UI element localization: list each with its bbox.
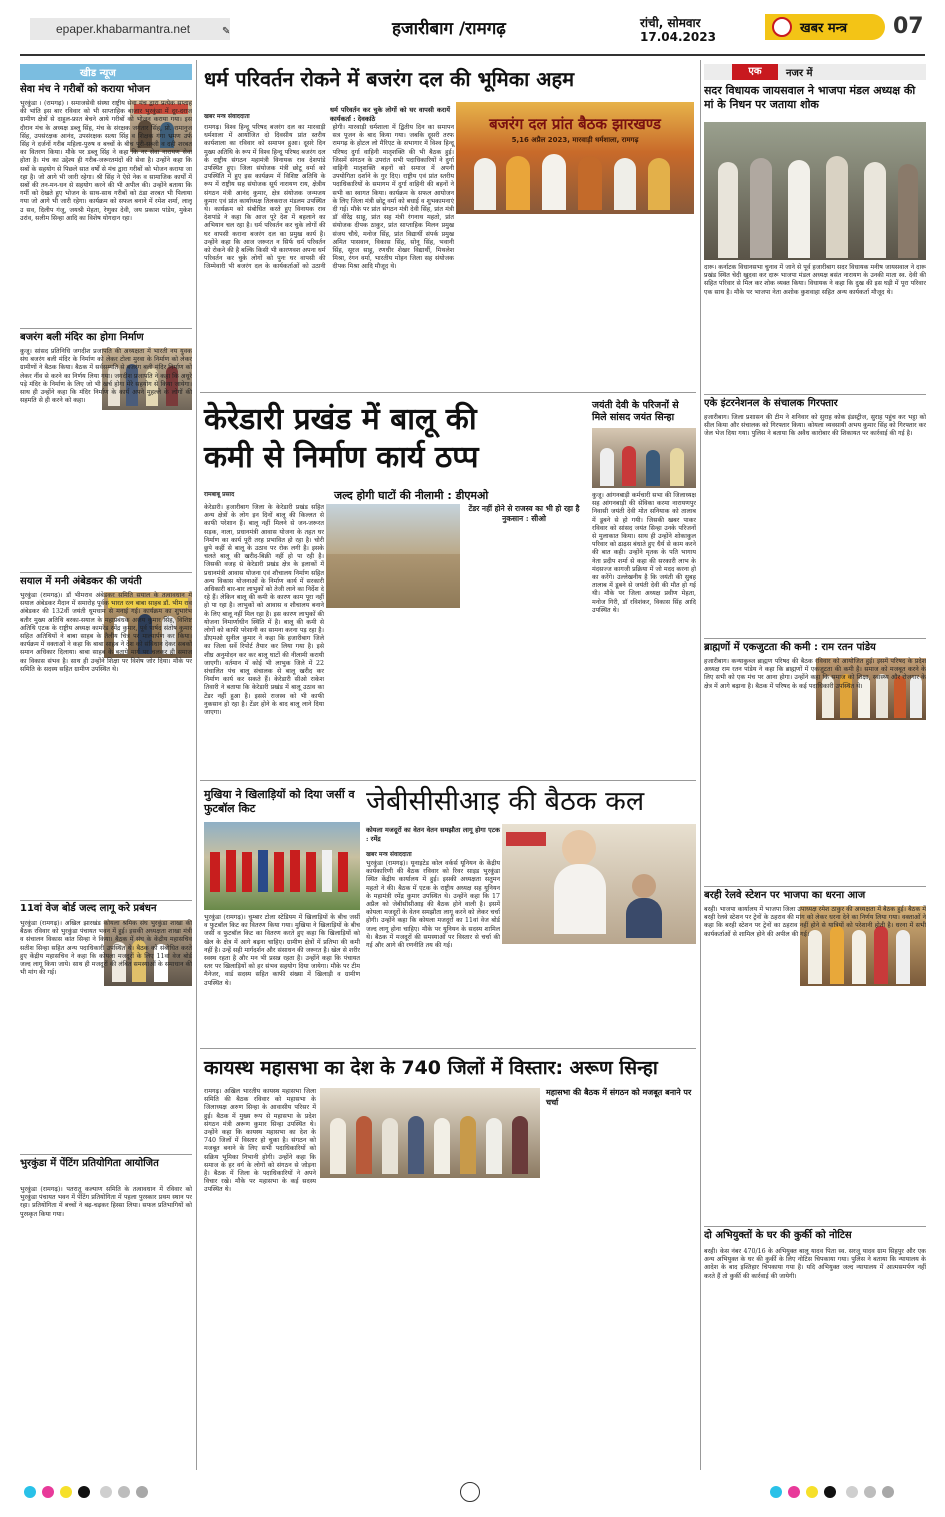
reg-dot-grey-3 bbox=[136, 1486, 148, 1498]
mukhiya-photo bbox=[204, 822, 360, 910]
story1-title: सेवा मंच ने गरीबों को कराया भोजन bbox=[20, 84, 150, 95]
story4-title: 11वां वेज बोर्ड जल्द लागू करे प्रबंधन bbox=[20, 903, 157, 914]
top-story-body: रामगढ़। विश्व हिन्दू परिषद बजरंग दल का मारवाड़ी धर्मशाला में आयोजित दो दिवसीय प्रांत स्तरीय कार्यशाला का रविवार को समापन हुआ। दूसरे दिन मुख्य अतिथि के रूप में विश्व हिन्दू परिषद बजरंग दल के राष्ट्रीय संगठन महामंत्री विनायक राव देशपांडे उपस्थित हुए। जिला संयोजक मंत्री छोटू वर्मा को उपस्थिति में हुए इस कार्यक्रम में विशिष्ट अतिथि के रूप में राष्ट्रीय सह संयोजक सूर्य नारायण राय, क्षेत्रीय संगठन मंत्री आनंद कुमार, क्षेत्र संयोजक जन्मजय कुमार एवं प्रांत कार्याध्यक्ष तिलकराज मंडलम उपस्थित थे। कार्यक्रम को संबोधित करते हुए विनायक राव देशपांडे ने कहा कि आज पूरे देश में बहलाने का अभियान चल रहा है। धर्म परिवर्तन कर चुके लोगों की घर वापसी कराना बजरंग दल का प्रमुख कार्य है। उन्होंने कहा कि आज जरूरत न सिर्फ धर्म परिवर्तन को रोकने की है बल्कि किसी भी कारणवश अपना धर्म परिवर्तन कर चुके लोगों को पुनः घर वापसी की जिम्मेवारी भी बजरंग दल के कार्यकर्ताओं को उठानी होगी। मारवाड़ी धर्मशाला में द्वितीय दिन का समापन सत्र पूजन के बाद किया गया। जबकि दूसरी तरफ रामगढ़ के होटल लो मैरिएट के सभागार में विश्व हिन्दू परिषद दुर्गा वाहिनी मातृशक्ति की भी बैठक हुई। जिसमें संगठन के उपरांत सभी पदाधिकारियों ने दुर्गा वाहिनी मातृशक्ति बहनों को समाज में अपनी उपयोगिता दर्शाने के गुर दिए। राष्ट्रीय एवं प्रांत स्तरीय पदाधिकारियों के समागम में दुर्गा वाहिनी की बहनों ने सभी का स्वागत किया। कार्यक्रम के सफल आयोजन के लिए जिला मंत्री छोटू वर्मा को बधाई व शुभकामनाएं दी गई। मौके पर प्रांत संगठन मंत्री देवी सिंह, प्रांत मंत्री डॉ वीरेंद्र साहू, प्रांत सह मंत्री रंगनाथ महतो, प्रांत संयोजक दीपक ठाकुर, प्रांत साप्ताहिक मिलन प्रमुख संजय चौधे, मनोज सिंह, प्रांत विद्यार्थी संपर्क प्रमुख अमित पासवान, विकास सिंह, सोनू सिंह, भवानी सिंह, सूरज साहू, रणधीर शेखर विद्यार्थी, मिथलेश मिश्रा, रंगन वर्मा, भारतीय मोहन जिला सह संयोजक दीपक मिश्रा आदि मौजूद थे। bbox=[204, 124, 454, 271]
right-rule-1 bbox=[704, 394, 926, 395]
reg-dot-cyan-r bbox=[770, 1486, 782, 1498]
reg-dot-magenta bbox=[42, 1486, 54, 1498]
right-rule-4 bbox=[704, 1226, 926, 1227]
page-header bbox=[0, 0, 945, 52]
keredari-story bbox=[200, 396, 590, 778]
jbcci-byline: खबर मन्त्र संवाददाता bbox=[366, 851, 412, 858]
mukhiya-headline: मुखिया ने खिलाड़ियों को दिया जर्सी व फुटबॉल किट bbox=[204, 788, 355, 815]
keredari-subhead: जल्द होगी घाटों की नीलामी : डीएमओ bbox=[334, 489, 489, 502]
story4-body: भुरकुंडा (रामगढ़)। अखिल झारखंड कोयला श्रमिक संघ भुरकुंडा शाखा की बैठक रविवार को भुरकुंडा पंचायत भवन में हुई। इसकी अध्यक्षता शाखा मंत्री व संचालन विकास कांत सिन्हा ने किया। बैठक में संघ के केंद्रीय महासचिव सतीश सिन्हा सहित अन्य पदाधिकारी उपस्थित थे। बैठक को संबोधित करते हुए केंद्रीय महासचिव ने कहा कि कोयला मजदूरों के लिए 11वां वेज बोर्ड जल्द लागू किया जाये। साथ ही मजदूरों की लंबित समस्याओं के समाधान की भी मांग की गई। bbox=[20, 920, 192, 977]
story5-body: भुरकुंडा (रामगढ़)। पतरातू कल्याण समिति के तत्वावधान में रविवार को भुरकुंडा पंचायत भवन में पेंटिंग प्रतियोगिता में पहला पुरस्कार प्रथम स्थान पर रहा। प्रतियोगिता में बच्चों ने बढ़-चढ़कर हिस्सा लिया। सफल प्रतिभागियों को पुरस्कृत किया गया। bbox=[20, 1186, 192, 1218]
left-rule-2 bbox=[20, 572, 192, 573]
banner-subtext: 5,16 अप्रैल 2023, मारवाड़ी धर्मशाला, रामगढ़ bbox=[511, 136, 639, 144]
right-story3-title: ब्राह्मणों में एकजुटता की कमी : राम रतन पांडेय bbox=[704, 642, 876, 653]
right-story5-body: बरही। केस नंबर 470/16 के अभियुक्त बालू यादव पिता स्व. सरजू यादव ग्राम सिहपुर और एक अन्य अभियुक्त के घर की कुर्की के लिए नोटिस चिपकाया गया। पुलिस ने बताया कि न्यायालय के आदेश के बाद इश्तिहार चिपकाया गया है। यदि अभियुक्त जल्द न्यायालय में आत्मसमर्पण नहीं करते हैं तो कुर्की की कार्रवाई की जायेगी। bbox=[704, 1248, 926, 1280]
right-rule-3 bbox=[704, 886, 926, 887]
story5-title: भुरकुंडा में पेंटिंग प्रतियोगिता आयोजित bbox=[20, 1158, 159, 1169]
nazar-label: नजर में bbox=[786, 68, 813, 79]
right-story4-title: बरही रेलवे स्टेशन पर भाजपा का धरना आज bbox=[704, 890, 866, 901]
mukhiya-body: भुरकुंडा (रामगढ़)। चुम्बार टोला स्टेडियम में खिलाड़ियों के बीच जर्सी व फुटबॉल किट का वितरण किया गया। मुखिया ने खिलाड़ियों के बीच जर्सी व फुटबॉल किट का वितरण करते हुए कहा कि खिलाड़ियों को खेल के क्षेत्र में आगे बढ़ना चाहिए। ग्रामीण क्षेत्रों में प्रतिभा की कमी नहीं है। उन्हें सही मार्गदर्शन और संसाधन की जरूरत है। खेल से शरीर स्वस्थ रहता है और मन भी प्रसन्न रहता है। उन्होंने कहा कि पंचायत स्तर पर खिलाड़ियों को हर संभव सहयोग दिया जायेगा। मौके पर टीम मैनेजर, वार्ड सदस्य सहित काफी संख्या में खिलाड़ी व ग्रामीण उपस्थित थे। bbox=[204, 914, 360, 987]
kayasth-headline: कायस्थ महासभा का देश के 740 जिलों में विस्तार: अरूण सिन्हा bbox=[204, 1057, 658, 1079]
keredari-body: केरेडारी। हजारीबाग जिला के केरेडारी प्रखंड सहित अन्य क्षेत्रों के लोग इन दिनों बालू की किल्लत से काफी परेशान हैं। बालू नहीं मिलने से जन-जरूरत सड़क, नाला, प्रधानमंत्री आवास योजना के तहत घर निर्माण का कार्य पूरी तरह प्रभावित हो रहा है। चोरी छुपे कहीं से बालू के उठाव पर रोक लगी है। इसके चलते बालू की खरीद-बिक्री नहीं हो पा रही है। जिसकी वजह से केरेडारी प्रखंड क्षेत्र के इलाकों में प्रधानमंत्री आवास योजना एवं शौचालय निर्माण सहित अन्य विकास योजनाओं के निर्माण कार्य में सरकारी अधिकारी बार-बार लाभुकों को तेजी लाने का निर्देश दे रहे हैं। लेकिन बालू की कमी के कारण काम पूरा नहीं हो पा रहा है। लाभुकों को आवास व शौचालय बनाने के लिए बालू नहीं मिल रहा है। इस कारण लाभुकों की योजना निमार्णाधीन स्थिति में है। बालू की कमी से लोगों को काफी परेशानी का सामना करना पड़ रहा है। डीएमओ सुनील कुमार ने कहा कि हजारीबाग जिले का जिला सर्वे रिपोर्ट तैयार कर लिया गया है। इसे शीघ्र अनुमोदन कर कर बालू घाटों की नीलामी करायी जाएगी। वर्तमान में कोई भी लाभुक जिले में 22 संचालित पंच बालू संचालक से बालू खरीद कर निर्माण कार्य कर सकते हैं। केरेडारी सीओ राकेश तिवारी ने बताया कि केरेडारी प्रखंड में बालू उठाव का टेंडर नहीं हुआ है। इससे राजस्व को भी काफी नुकसान हो रहा है। टेंडर होने के बाद बालू लाने दिया जाएगा। bbox=[204, 504, 324, 717]
right-story1-photo bbox=[704, 122, 926, 260]
brand-name: खबर मन्त्र bbox=[800, 21, 848, 36]
right-rule-2 bbox=[704, 638, 926, 639]
mukhiya-story bbox=[200, 784, 360, 1046]
top-story-headline: धर्म परिवर्तन रोकने में बजरंग दल की भूमिका अहम bbox=[204, 67, 575, 91]
top-story-byline: खबर मन्त्र संवाददाता bbox=[204, 113, 250, 120]
top-story bbox=[200, 60, 696, 390]
story1-body: भुरकुंडा । (रामगढ़) । समाजसेवी संस्था राष्ट्रीय सेवा मंच द्वारा प्रत्येक सप्ताह की भांति इस बार रविवार को भी साप्ताहिक बाजार भुरकुंडा में दूर-दराज ग्रामीण क्षेत्रों से दाहुल-फ्रात बेचने आये गरीबों को भोजन कराया गया। इस दौरान मंच के अध्यक्ष डब्लू सिंह, मंच के संरक्षक जगतार सिंह, प्रो. रामानुज सिंह, उपसंरक्षक आनंद, उपसंरक्षक सत्या सिंह व शिक्षक गंगा भ्रमण उर्फ सिंह ने दर्जनों गरीब महिला-पुरुष व बच्चों के बीच पूरी-सब्जी व दही शरबत का वितरण किया। मौके पर डब्लू सिंह ने कहा कि नर सेवा नारायण सेवा होता है। मंच का उद्देश्य ही गरीब-जरूरतमंदों की सेवा है। उन्होंने कहा कि सबों के सहयोग से पिछले सात वर्षों से मंच द्वारा गरीबों को भोजन कराया जा रहा है। जो आगे भी जारी रहेगा। श्री सिंह ने ऐसे नेक व सामाजिक कार्यों में सबों की तन-मन-धन से सहयोग करने की भी अपील की। उन्होंने बताया कि गर्मी को देखते हुए भोजन के साथ-साथ गरीबों को ठंडा शरबत भी पिलाया गया जो आगे भी जारी रहेगा। कार्यक्रम को सफल बनाने में रमेश शर्मा, लालू उ सव, दिलीप गंजू, जयश्री मेहता, रेणुका देवी, जय प्रकाश पांडेय, मुकेश उरांव, सलीम सिन्हा आदि का विशेष योगदान रहा। bbox=[20, 100, 192, 222]
story2-body: कुजू। सांसद प्रतिनिधि जगदीश प्रजापति की अध्यक्षता में भारती नय युवक संघ बजरंग बली मंदिर के निर्माण को लेकर टोला मुरवा के निर्माण को लेकर ग्रामीणों ने बैठक किया। बैठक में सर्वसम्मति से बजरंग बली मंदिर निर्माण को लेकर नींव से करने का निर्णय लिया गया। जगदीश प्रजापति ने कहा कि अधूरे पड़े मंदिर के निर्माण के लिए जो भी खर्च होगा मेरे सहयोग से किया जायेगा। साथ ही उन्होंने कहा कि मंदिर निर्माण के कार्य अपने मुहल्ले के लोगों की सहमति से ही करने को कहा। bbox=[20, 348, 192, 405]
right-col-divider bbox=[700, 60, 701, 1470]
reg-dot-black bbox=[78, 1486, 90, 1498]
mid-rule-1 bbox=[200, 780, 696, 781]
keredari-headline-2: कमी से निर्माण कार्य ठप्प bbox=[204, 440, 479, 475]
kayasth-body-lower bbox=[320, 1182, 540, 1466]
reg-dot-magenta-r bbox=[788, 1486, 800, 1498]
jbcci-body-right bbox=[502, 948, 696, 1042]
right-story2-body: हजारीबाग। जिला प्रशासन की टीम ने शनिवार को सुराह कोक इंडस्ट्रीज, सुराह पहुंच कर भट्ठा को सील किया और संचालक को गिरफ्तार किया। कोयला व्यवसायी अभय कुमार सिंह को गिरफ्तार कर जेल भेज दिया गया। पुलिस ने बताया कि अवैध कारोबार की शिकायत पर कार्रवाई की गई है। bbox=[704, 414, 926, 438]
left-column bbox=[20, 60, 192, 1470]
reg-dot-grey-2r bbox=[864, 1486, 876, 1498]
top-story-body-right bbox=[456, 218, 694, 386]
reg-dot-yellow-r bbox=[806, 1486, 818, 1498]
kayasth-sidebar: महासभा की बैठक में संगठन को मजबूत बनाने पर चर्चा bbox=[546, 1088, 692, 1107]
banner-text: बजरंग दल प्रांत बैठक झारखण्ड bbox=[489, 115, 661, 133]
keredari-byline: रामबाबू प्रसाद bbox=[204, 491, 235, 498]
page-footer bbox=[0, 1478, 945, 1508]
story3-body: भुरकुंडा (रामगढ़)। डॉ भीमराव अंबेडकर समिति सयाल के तत्वावधान में सयाल अंबेडकर मैदान में समारोह पूर्वक भारत रत्न बाबा साहब डॉ. भीम राव अंबेडकर की 132वीं जयंती धूमधाम से मनाई गई। कार्यक्रम का शुभारंभ बतौर मुख्य अतिथि बरका-सयाल के महाप्रबंधक अजय कुमार सिंह, विशिष्ट अतिथि एटक के राष्ट्रीय अध्यक्ष कामरेड रमेंद्र कुमार, पूर्व पार्षद संतोष कुमार सहित अतिथियों ने बाबा साहब के तैलीय चित्र पर माल्यार्पण कर किया। कार्यक्रम में वक्ताओं ने कहा कि बाबा साहब ने देश को संविधान देकर सबको समान अधिकार दिलाया। बाबा साहब के बताये मार्ग पर चलकर ही समाज का विकास संभव है। साथ ही उन्होंने शिक्षा पर विशेष जोर दिया। मौके पर समिति के सदस्य सहित ग्रामीण उपस्थित थे। bbox=[20, 592, 192, 673]
jbcci-photo bbox=[502, 824, 696, 944]
reg-dot-black-r bbox=[824, 1486, 836, 1498]
kayasth-body-right bbox=[546, 1114, 692, 1466]
reg-dot-grey-1 bbox=[100, 1486, 112, 1498]
header-rule bbox=[20, 54, 925, 56]
reg-dot-grey-3r bbox=[882, 1486, 894, 1498]
site-url[interactable]: epaper.khabarmantra.net bbox=[56, 22, 191, 36]
jayanti-body: कुजू। आंगनबाड़ी कर्मचारी सभा की जिलाध्यक्ष सह आंगनबाड़ी की सेविका करमा नारायणपुर निवासी जयंती देवी मोत सनियाक को तालाब में डूबने से हो गयी। जिसकी खबर पाकर रविवार को सांसद जयंत सिन्हा उनके परिजनों से मुलाकात किया। साथ ही उन्होंने शोकाकुल परिवार को ढाढ़स बंधाते हुए धैर्य से काम करने की बात कही। उन्होंने मृतक के पति भागाय नेता प्रदीप शर्मा से कहा की सरकारी लाभ के मंदसज्ज कागजी प्रक्रिया में जो मदद करना हो का करेंगे। उल्लेखनीय है कि जयंती की सुबह तालाब में डूबने से जयंती देवी की मौत हो गई थी। मौके पर जिला अध्यक्ष प्रवीण मेहता, मनोज गिरी, डॉ रविशंकर, विकास सिंह आदि उपस्थित थे। bbox=[592, 492, 696, 614]
jbcci-headline: जेबीसीसीआइ की बैठक कल bbox=[366, 786, 645, 817]
reg-dot-grey-2 bbox=[118, 1486, 130, 1498]
jbcci-story bbox=[362, 784, 696, 1046]
kayasth-story bbox=[200, 1052, 696, 1470]
jayanti-photo bbox=[592, 428, 696, 488]
right-story5-title: दो अभियुक्तों के घर की कुर्की को नोटिस bbox=[704, 1230, 852, 1241]
header-date: 17.04.2023 bbox=[640, 30, 716, 44]
right-column bbox=[704, 60, 926, 1470]
reg-dot-yellow bbox=[60, 1486, 72, 1498]
jbcci-body: भुरकुंडा (रामगढ़)। यूनाइटेड कोल वर्कर्स यूनियन के केंद्रीय कार्यकारिणी की बैठक रविवार को रिवर साइड भुरकुंडा स्थित केंद्रीय कार्यालय में हुई। इसकी अध्यक्षता सतुमन महतो ने की। बैठक में एटक के राष्ट्रीय अध्यक्ष सह यूनियन के महामंत्री रमेंद्र कुमार उपस्थित थे। उन्होंने कहा कि 17 अप्रैल को जेबीसीसीआइ की बैठक होने वाली है। इसमें कोयला मजदूरों के वेतन समझौता लागू करने को लेकर चर्चा होगी। उन्होंने कहा कि कोयला मजदूरों का 11वां वेज बोर्ड जल्द लागू होना चाहिए। मौके पर यूनियन के सदस्य शामिल थे। बैठक में मजदूरों की समस्याओं पर विस्तार से चर्चा की गई और आगे की रणनीति तय की गई। bbox=[366, 860, 500, 950]
keredari-headline-1: केरेडारी प्रखंड में बालू की bbox=[204, 402, 477, 437]
right-story2-title: एके इंटरनेशनल के संचालक गिरफ्तार bbox=[704, 398, 838, 409]
left-rule-3 bbox=[20, 900, 192, 901]
story3-title: सयाल में मनी अंबेडकर की जयंती bbox=[20, 576, 142, 587]
right-story4-body: बरही। भाजपा कार्यालय में भाजपा जिला उपाध्यक्ष रमेश ठाकुर की अध्यक्षता में बैठक हुई। बैठक में बरही रेलवे स्टेशन पर ट्रेनों के ठहराव की मांग को लेकर धरना देने का निर्णय लिया गया। वक्ताओं ने कहा कि बरही स्टेशन पर ट्रेनों का ठहराव नहीं होने से यात्रियों को परेशानी होती है। धरना में सभी कार्यकर्ताओं से शामिल होने की अपील की गई। bbox=[704, 906, 926, 938]
right-story3-body: हजारीबाग। कन्याकुब्ज ब्राह्मण परिषद की बैठक रविवार को आयोजित हुई। इसमें परिषद के प्रदेश अध्यक्ष राम रतन पांडेय ने कहा कि ब्राह्मणों में एकजुटता की कमी है। समाज को मजबूत करने के लिए सभी को एक मंच पर आना होगा। उन्होंने कहा कि समाज को शिक्षा, स्वास्थ्य और रोजगार के क्षेत्र में आगे बढ़ाना है। बैठक में परिषद के कई पदाधिकारी उपस्थित थे। bbox=[704, 658, 926, 690]
section-title: हजारीबाग /रामगढ़ bbox=[392, 19, 506, 39]
top-story-subhead: धर्म परिवर्तन कर चुके लोगों को घर वापसी करायें कार्यकर्ता : देवकांठे bbox=[330, 106, 450, 123]
kayasth-body: रामगढ़। अखिल भारतीय कायस्थ महासभा जिला समिति की बैठक रविवार को महासभा के जिलाध्यक्ष अरुण सिन्हा के आवासीय परिसर में हुई। बैठक में मुख्य रूप से महासभा के प्रदेश संगठन मंत्री अरूण कुमार सिन्हा उपस्थित थे। उन्होंने कहा कि कायस्थ महासभा का देश के 740 जिलों में विस्तार हो चुका है। संगठन को मजबूत बनाने के लिए सभी पदाधिकारियों को सक्रिय भूमिका निभानी होगी। उन्होंने कहा कि समाज के हर वर्ग के लोगों को संगठन से जोड़ना है। बैठक में जिला के पदाधिकारियों ने अपने विचार रखे। मौके पर महासभा के कई सदस्य उपस्थित थे। bbox=[204, 1088, 316, 1194]
left-col-divider bbox=[196, 60, 197, 1470]
mid-rule-2 bbox=[200, 1048, 696, 1049]
jayanti-headline: जयंती देवी के परिजनों से मिले सांसद जयंत सिन्हा bbox=[592, 400, 679, 423]
reg-dot-cyan bbox=[24, 1486, 36, 1498]
right-story1-body: दारू। कर्नाटक विधानसभा चुनाव में जाने से पूर्व हजारीबाग सदर विधायक मनीष जायसवाल ने दारू प्रखंड स्थित चेदी खुदवा कर दारू भाजपा मंडल अध्यक्ष बसंत नारायण के उनकी माता स्व. देवी की सहित परिवार से मिल कर शोक व्यक्त किया। विधायक ने कहा कि दुख की इस घड़ी में पूरा परिवार एक साथ है। मौके पर भाजपा नेता अशोक कुशवाहा सहित अन्य कार्यकर्ता मौजूद थे। bbox=[704, 264, 926, 296]
top-story-rule bbox=[200, 392, 696, 393]
ek-tag: एक bbox=[732, 64, 778, 80]
jbcci-subhead: कोयला मजदूरों का वेतन वेतन समझौता लागू होगा एटक : रमेंद्र bbox=[366, 826, 500, 843]
reg-dot-grey-1r bbox=[846, 1486, 858, 1498]
header-city-day: रांची, सोमवार bbox=[640, 16, 701, 30]
speed-news-label: खीड न्यूज bbox=[80, 68, 116, 79]
keredari-subhead-2: टेंडर नहीं होने से राजस्व का भी हो रहा है नुकसान : सीओ bbox=[468, 504, 580, 523]
jayanti-story bbox=[590, 396, 696, 778]
page-number: 07 bbox=[893, 14, 924, 39]
registration-mark-icon bbox=[460, 1482, 480, 1502]
top-story-banner-photo bbox=[456, 102, 694, 214]
kayasth-photo bbox=[320, 1088, 540, 1178]
left-rule-1 bbox=[20, 328, 192, 329]
brand-logo-icon bbox=[772, 17, 792, 37]
cursor-icon: ✎ bbox=[222, 26, 231, 37]
keredari-body-right bbox=[326, 612, 586, 774]
story2-title: बजरंग बली मंदिर का होगा निर्माण bbox=[20, 332, 144, 343]
left-rule-4 bbox=[20, 1154, 192, 1155]
keredari-photo bbox=[326, 504, 460, 608]
right-story1-title: सदर विधायक जायसवाल ने भाजपा मंडल अध्यक्ष की मां के निधन पर जताया शोक bbox=[704, 84, 916, 111]
